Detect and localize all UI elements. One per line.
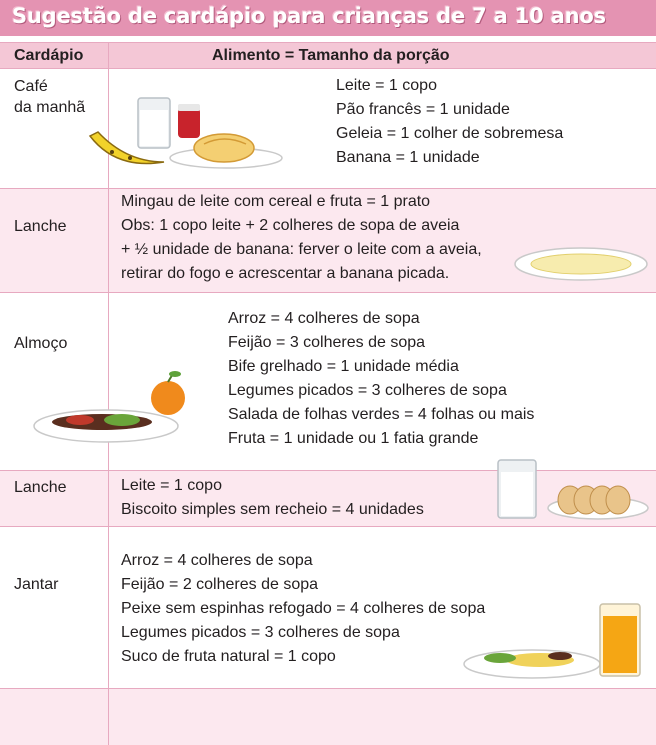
meal-label-line: Café: [14, 78, 48, 95]
portion-item: Geleia = 1 colher de sobremesa: [336, 125, 564, 142]
meal-label-line: Jantar: [14, 576, 59, 593]
meal-label-jantar: [14, 574, 58, 595]
meal-label-line: da manhã: [14, 99, 86, 116]
divider: [0, 688, 656, 689]
portion-item: Legumes picados = 3 colheres de sopa: [121, 624, 400, 641]
portion-item: Bife grelhado = 1 unidade média: [228, 358, 459, 375]
meal-label-lanche: [14, 477, 67, 498]
milk-biscuits-illustration: [494, 456, 650, 524]
portion-item: Peixe sem espinhas refogado = 4 colheres de sopa: [121, 600, 486, 617]
portion-item: Legumes picados = 3 colheres de sopa: [228, 382, 507, 399]
portion-item: Arroz = 4 colheres de sopa: [121, 552, 313, 569]
divider: [0, 42, 656, 43]
portion-item: Feijão = 3 colheres de sopa: [228, 334, 426, 351]
portion-list-cafe: [336, 74, 563, 170]
portion-item: + ½ unidade de banana: ferver o leite com a aveia,: [121, 241, 482, 258]
divider: [0, 68, 656, 69]
row-band-bottom: [0, 688, 656, 745]
portion-item: Feijão = 2 colheres de sopa: [121, 576, 319, 593]
column-header-meal: Cardápio: [14, 47, 84, 64]
portion-item: Banana = 1 unidade: [336, 149, 480, 166]
portion-item: Biscoito simples sem recheio = 4 unidades: [121, 501, 424, 518]
page-title: Sugestão de cardápio para crianças de 7 a 10 anos: [12, 4, 606, 28]
divider: [0, 292, 656, 293]
column-header-portion: Alimento = Tamanho da porção: [212, 47, 450, 64]
porridge-plate-illustration: [512, 244, 650, 284]
portion-list-lanche: [121, 190, 482, 286]
meal-label-cafe: [14, 76, 85, 118]
meal-label-line: Almoço: [14, 335, 68, 352]
meal-label-line: Lanche: [14, 218, 67, 235]
portion-item: retirar do fogo e acrescentar a banana picada.: [121, 265, 450, 282]
portion-list-almoco: [228, 307, 534, 451]
portion-item: Suco de fruta natural = 1 copo: [121, 648, 336, 665]
divider: [0, 526, 656, 527]
portion-item: Fruta = 1 unidade ou 1 fatia grande: [228, 430, 479, 447]
breakfast-illustration: [86, 92, 286, 184]
portion-item: Mingau de leite com cereal e fruta = 1 prato: [121, 193, 431, 210]
portion-list-lanche: [121, 474, 424, 522]
title-banner: [0, 0, 656, 36]
portion-item: Pão francês = 1 unidade: [336, 101, 510, 118]
dinner-juice-illustration: [460, 600, 650, 684]
meal-label-line: Lanche: [14, 479, 67, 496]
portion-item: Leite = 1 copo: [336, 77, 437, 94]
portion-item: Leite = 1 copo: [121, 477, 222, 494]
portion-list-jantar: [121, 549, 485, 669]
divider: [0, 188, 656, 189]
portion-item: Obs: 1 copo leite + 2 colheres de sopa de aveia: [121, 217, 460, 234]
meal-label-almoco: [14, 333, 67, 354]
meal-label-lanche: [14, 216, 67, 237]
lunch-plate-illustration: [32, 358, 194, 448]
portion-item: Arroz = 4 colheres de sopa: [228, 310, 420, 327]
portion-item: Salada de folhas verdes = 4 folhas ou mais: [228, 406, 535, 423]
